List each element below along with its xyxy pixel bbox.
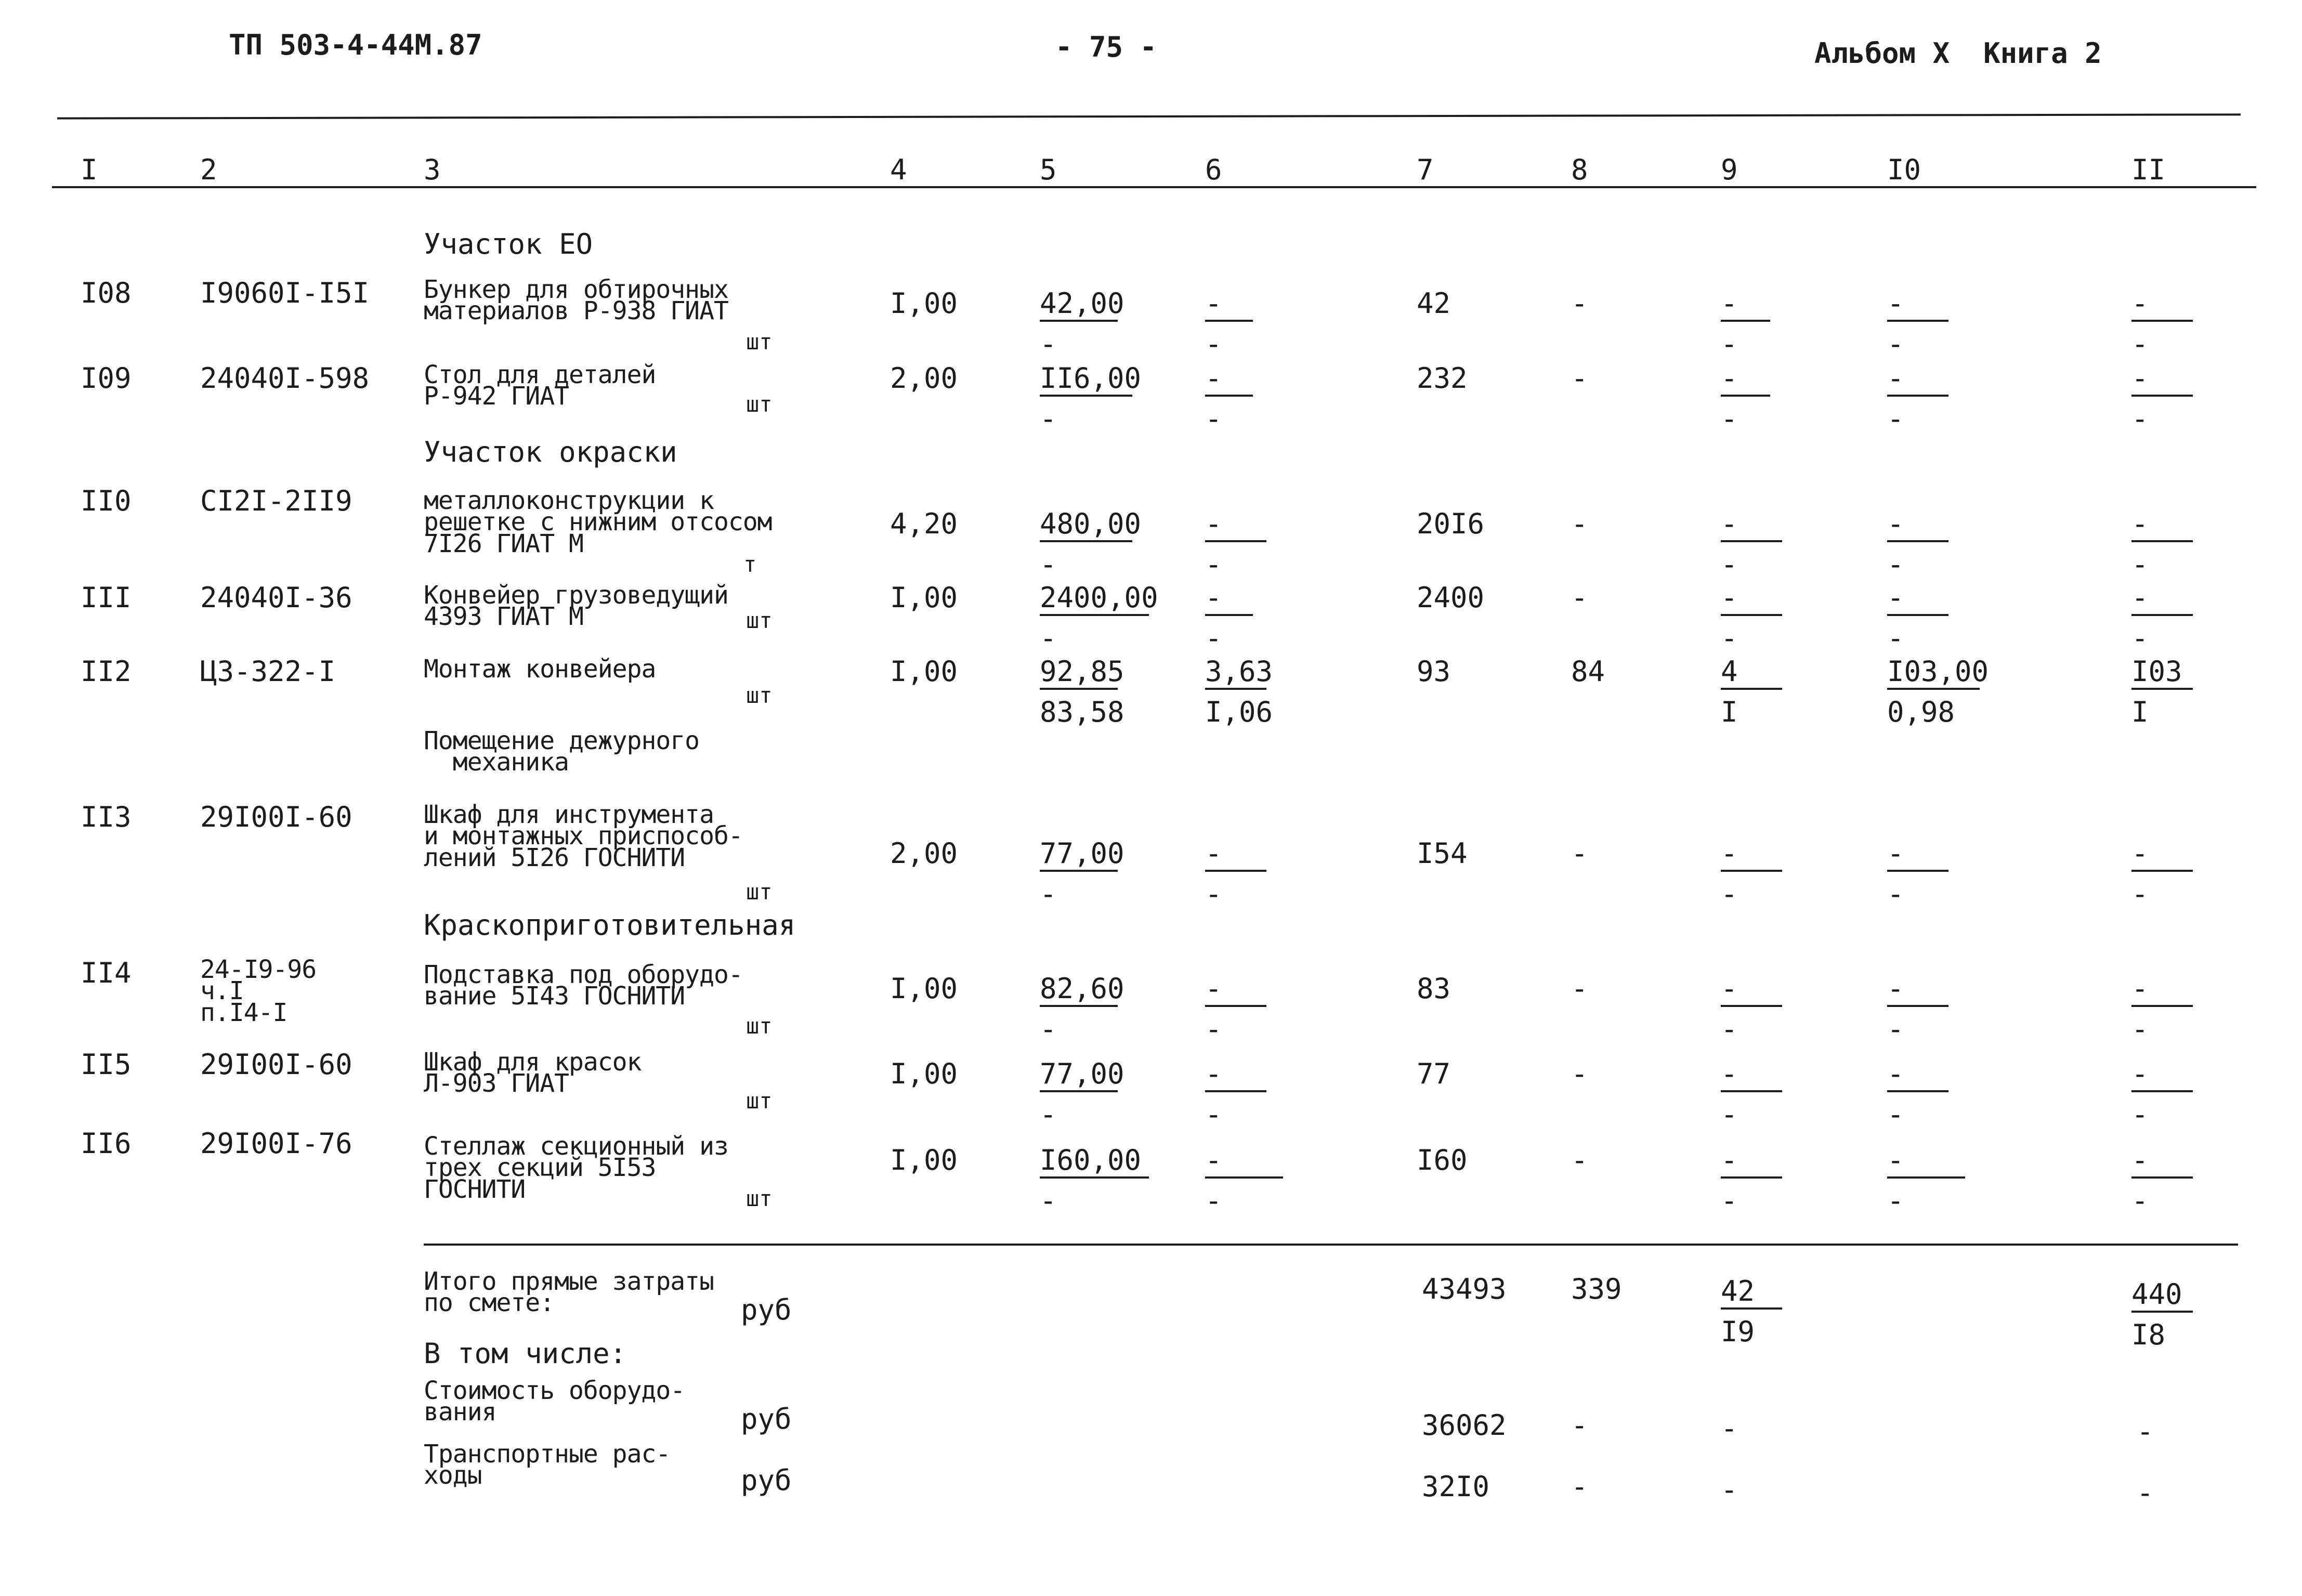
wage-fraction: - - xyxy=(1205,975,1266,1043)
transport-cost-col11: - xyxy=(2137,1476,2154,1509)
col9-fraction: - - xyxy=(1721,510,1782,579)
quantity: I,00 xyxy=(890,655,958,688)
col-header-11: II xyxy=(2131,153,2166,186)
total-wage: - xyxy=(1571,1144,1588,1176)
item-description: Стеллаж секционный из трех секций 5I53 ГОСНИТИ xyxy=(424,1132,728,1204)
wage-fraction: - - xyxy=(1205,840,1266,908)
col10-fraction: - - xyxy=(1887,840,1948,908)
col-header-6: 6 xyxy=(1205,153,1222,186)
col-header-2: 2 xyxy=(200,153,217,186)
price-fraction: 2400,00 - xyxy=(1040,581,1158,655)
unit-label: шт xyxy=(746,329,773,355)
item-code: Ц3-322-I xyxy=(200,655,336,688)
col10-fraction: I03,00 0,98 xyxy=(1887,655,1989,728)
price-fraction: II6,00 - xyxy=(1040,362,1142,435)
section-heading: Участок окраски xyxy=(424,436,677,468)
col11-fraction: - - xyxy=(2131,1060,2193,1129)
col9-fraction: - - xyxy=(1721,1060,1782,1129)
totals-rule xyxy=(424,1244,2238,1246)
row-number: II4 xyxy=(81,957,132,989)
unit-label: шт xyxy=(746,1186,773,1211)
item-code: 24-I9-96 ч.I п.I4-I xyxy=(200,955,317,1027)
col-header-1: I xyxy=(81,153,98,186)
row-number: II0 xyxy=(81,485,132,517)
col-header-4: 4 xyxy=(890,153,907,186)
total-cost: 42 xyxy=(1417,287,1451,320)
item-code: 29I00I-60 xyxy=(200,801,352,833)
wage-fraction: - - xyxy=(1205,584,1253,652)
header-bottom-rule xyxy=(52,186,2256,188)
wage-fraction: - - xyxy=(1205,1060,1266,1129)
section-heading: Помещение дежурного механика xyxy=(424,726,700,777)
col11-fraction: - - xyxy=(2131,510,2193,579)
col-header-8: 8 xyxy=(1571,153,1588,186)
col9-fraction: - - xyxy=(1721,1146,1782,1215)
document-code: ТП 503-4-44М.87 xyxy=(229,29,482,61)
col10-fraction: - - xyxy=(1887,1060,1948,1129)
quantity: I,00 xyxy=(890,972,958,1005)
unit-label: шт xyxy=(746,391,773,417)
price-fraction: 77,00 - xyxy=(1040,837,1124,910)
item-description: Монтаж конвейера xyxy=(424,655,656,684)
total-cost: 93 xyxy=(1417,655,1451,688)
wage-fraction: - - xyxy=(1205,510,1266,579)
including-label: В том числе: xyxy=(424,1337,627,1370)
totals-col8: 339 xyxy=(1571,1273,1622,1305)
transport-cost-unit: руб xyxy=(741,1464,792,1497)
item-description: Конвейер грузоведущий 4393 ГИАТ М xyxy=(424,581,728,632)
total-cost: 83 xyxy=(1417,972,1451,1005)
total-wage: - xyxy=(1571,362,1588,395)
item-description: металлоконструкции к решетке с нижним отсосом 7I26 ГИАТ М xyxy=(424,486,772,558)
quantity: I,00 xyxy=(890,581,958,614)
item-description: Шкаф для красок Л-903 ГИАТ xyxy=(424,1048,642,1098)
col11-fraction: I03 I xyxy=(2131,658,2193,726)
item-description: Стол для деталей Р-942 ГИАТ xyxy=(424,360,656,411)
col11-fraction: - - xyxy=(2131,840,2193,908)
totals-col7: 43493 xyxy=(1422,1273,1507,1305)
row-number: III xyxy=(81,581,132,614)
item-code: 29I00I-60 xyxy=(200,1048,352,1081)
quantity: I,00 xyxy=(890,1144,958,1176)
row-number: I08 xyxy=(81,277,132,309)
col11-fraction: - - xyxy=(2131,290,2193,358)
quantity: 2,00 xyxy=(890,837,958,870)
col10-fraction: - - xyxy=(1887,290,1948,358)
unit-label: шт xyxy=(746,608,773,633)
transport-cost-col9: - xyxy=(1721,1473,1738,1506)
row-number: I09 xyxy=(81,362,132,395)
price-fraction: 82,60 - xyxy=(1040,972,1124,1045)
equipment-cost-col9: - xyxy=(1721,1412,1738,1445)
item-description: Бункер для обтирочных материалов Р-938 ГИАТ xyxy=(424,275,728,326)
equipment-cost-col7: 36062 xyxy=(1422,1409,1507,1442)
item-description: Шкаф для инструмента и монтажных приспособ- лений 5I26 ГОСНИТИ xyxy=(424,800,743,872)
col9-fraction: - - xyxy=(1721,290,1770,358)
total-cost: I60 xyxy=(1417,1144,1468,1176)
row-number: II6 xyxy=(81,1127,132,1160)
row-number: II5 xyxy=(81,1048,132,1081)
col-header-3: 3 xyxy=(424,153,441,186)
col10-fraction: - - xyxy=(1887,510,1948,579)
col11-fraction: - - xyxy=(2131,1146,2193,1215)
col9-fraction: - - xyxy=(1721,364,1770,433)
wage-fraction: 3,63 I,06 xyxy=(1205,655,1273,728)
wage-fraction: - - xyxy=(1205,1146,1283,1215)
total-cost: 77 xyxy=(1417,1057,1451,1090)
item-code: 24040I-36 xyxy=(200,581,352,614)
col10-fraction: - - xyxy=(1887,975,1948,1043)
col11-fraction: - - xyxy=(2131,584,2193,652)
unit-label: шт xyxy=(746,1013,773,1039)
quantity: 2,00 xyxy=(890,362,958,395)
quantity: 4,20 xyxy=(890,507,958,540)
col10-fraction: - - xyxy=(1887,364,1948,433)
section-heading: Участок ЕО xyxy=(424,228,593,260)
col-header-9: 9 xyxy=(1721,153,1738,186)
item-description: Подставка под оборудо- вание 5I43 ГОСНИТИ xyxy=(424,960,743,1011)
col10-fraction: - - xyxy=(1887,1146,1965,1215)
price-fraction: 92,85 83,58 xyxy=(1040,655,1124,728)
header-top-rule xyxy=(57,113,2241,119)
total-cost: 232 xyxy=(1417,362,1468,395)
totals-col9-fraction: 42 I9 xyxy=(1721,1277,1782,1346)
col-header-7: 7 xyxy=(1417,153,1434,186)
unit-label: шт xyxy=(746,1088,773,1114)
col9-fraction: 4 I xyxy=(1721,658,1782,726)
col10-fraction: - - xyxy=(1887,584,1948,652)
transport-cost-col8: - xyxy=(1571,1470,1588,1503)
total-cost: I54 xyxy=(1417,837,1468,870)
col11-fraction: - - xyxy=(2131,364,2193,433)
item-code: CI2I-2II9 xyxy=(200,485,352,517)
totals-label: Итого прямые затраты по смете: xyxy=(424,1267,714,1318)
equipment-cost-col11: - xyxy=(2137,1415,2154,1448)
wage-fraction: - - xyxy=(1205,290,1253,358)
price-fraction: 77,00 - xyxy=(1040,1057,1124,1131)
unit-label: т xyxy=(743,552,757,577)
item-code: I9060I-I5I xyxy=(200,277,370,309)
total-wage: - xyxy=(1571,837,1588,870)
total-wage: - xyxy=(1571,287,1588,320)
price-fraction: I60,00 - xyxy=(1040,1146,1149,1215)
page-number: - 75 - xyxy=(1055,31,1157,63)
total-wage: - xyxy=(1571,1057,1588,1090)
equipment-cost-col8: - xyxy=(1571,1409,1588,1442)
col9-fraction: - - xyxy=(1721,840,1782,908)
transport-cost-label: Транспортные рас- ходы xyxy=(424,1440,671,1490)
totals-col11-fraction: 440 I8 xyxy=(2131,1280,2193,1349)
equipment-cost-unit: руб xyxy=(741,1403,792,1435)
quantity: I,00 xyxy=(890,1057,958,1090)
total-cost: 2400 xyxy=(1417,581,1485,614)
item-code: 29I00I-76 xyxy=(200,1127,352,1160)
item-code: 24040I-598 xyxy=(200,362,370,395)
col-header-10: I0 xyxy=(1887,153,1921,186)
price-fraction: 42,00 - xyxy=(1040,287,1124,360)
col9-fraction: - - xyxy=(1721,975,1782,1043)
price-fraction: 480,00 - xyxy=(1040,507,1142,581)
total-wage: - xyxy=(1571,972,1588,1005)
row-number: II3 xyxy=(81,801,132,833)
wage-fraction: - - xyxy=(1205,364,1253,433)
album-label: Альбом Х Книга 2 xyxy=(1814,37,2102,70)
col11-fraction: - - xyxy=(2131,975,2193,1043)
unit-label: шт xyxy=(746,879,773,905)
unit-label: шт xyxy=(746,683,773,708)
col-header-5: 5 xyxy=(1040,153,1057,186)
total-cost: 20I6 xyxy=(1417,507,1485,540)
quantity: I,00 xyxy=(890,287,958,320)
total-wage: - xyxy=(1571,581,1588,614)
total-wage: 84 xyxy=(1571,655,1605,688)
section-heading: Краскоприготовительная xyxy=(424,909,796,941)
transport-cost-col7: 32I0 xyxy=(1422,1470,1490,1503)
row-number: II2 xyxy=(81,655,132,688)
totals-unit: руб xyxy=(741,1293,792,1326)
equipment-cost-label: Стоимость оборудо- вания xyxy=(424,1376,685,1427)
total-wage: - xyxy=(1571,507,1588,540)
col9-fraction: - - xyxy=(1721,584,1782,652)
